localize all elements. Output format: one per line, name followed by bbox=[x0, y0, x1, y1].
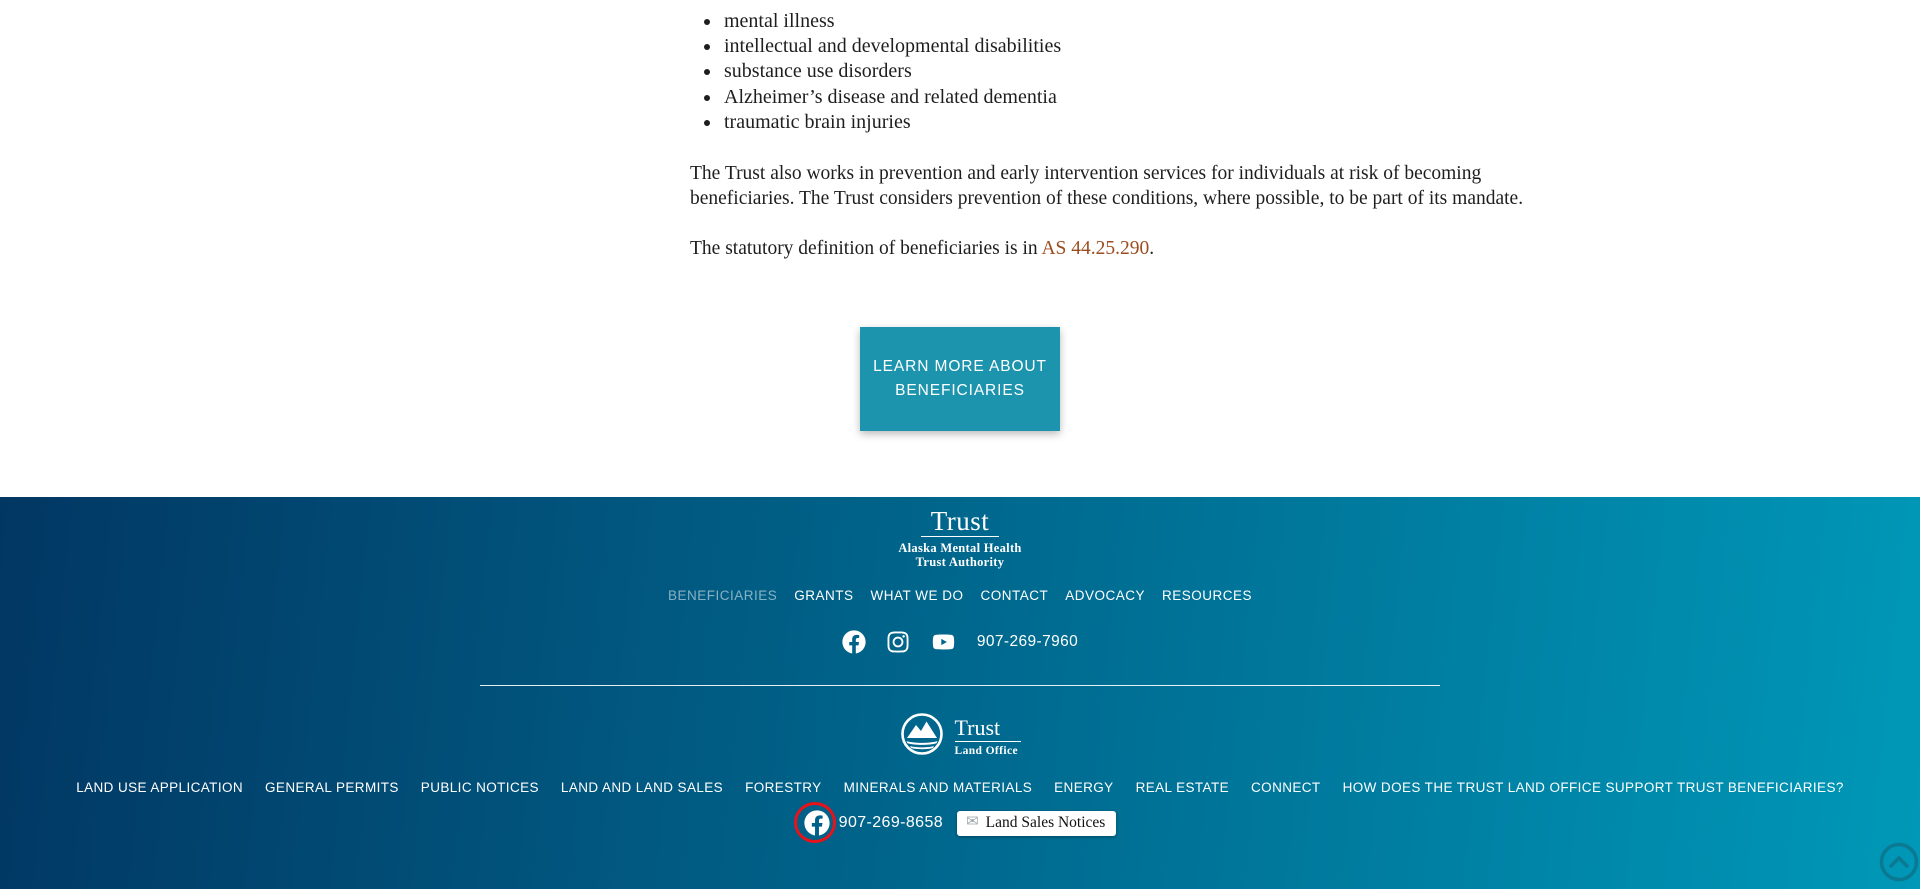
nav-contact[interactable]: CONTACT bbox=[980, 588, 1049, 603]
list-item: • substance use disorders bbox=[722, 59, 1560, 84]
nav-general-permits[interactable]: GENERAL PERMITS bbox=[265, 780, 399, 795]
list-item: • intellectual and developmental disabilities bbox=[722, 34, 1560, 59]
trust-logo-wordmark: Trust bbox=[930, 506, 990, 536]
land-office-wordmark: Trust bbox=[954, 715, 1001, 740]
youtube-icon[interactable] bbox=[930, 632, 957, 652]
trust-authority-logo[interactable] bbox=[898, 507, 1021, 569]
nav-how-land-office-supports[interactable]: HOW DOES THE TRUST LAND OFFICE SUPPORT TRUST BENEFICIARIES? bbox=[1342, 780, 1844, 795]
envelope-icon: ✉ bbox=[966, 814, 979, 830]
nav-land-use-application[interactable]: LAND USE APPLICATION bbox=[76, 780, 244, 795]
land-sales-notices-label: Land Sales Notices bbox=[985, 813, 1106, 831]
trust-logo-tagline: Alaska Mental Health bbox=[898, 541, 1022, 555]
nav-public-notices[interactable]: PUBLIC NOTICES bbox=[420, 780, 539, 795]
trust-phone-number: 907-269-7960 bbox=[976, 633, 1079, 650]
chevron-up-icon bbox=[1879, 842, 1919, 882]
statute-text: The statutory definition of beneficiaries is in bbox=[690, 238, 1042, 260]
list-item: • traumatic brain injuries bbox=[722, 110, 1560, 135]
social-links-row bbox=[842, 630, 1078, 654]
nav-connect[interactable]: CONNECT bbox=[1251, 780, 1321, 795]
footer-land-office-nav bbox=[76, 780, 1844, 795]
logo-divider-line bbox=[921, 536, 999, 537]
learn-more-beneficiaries-button[interactable] bbox=[860, 327, 1060, 431]
statute-link[interactable]: AS 44.25.290 bbox=[1041, 238, 1150, 260]
land-office-subtitle: Land Office bbox=[954, 745, 1018, 757]
prevention-paragraph: The Trust also works in prevention and early intervention services for individuals at risk of becoming beneficiaries. The Trust considers prevention of these conditions, where possible, to be part of its mandate. bbox=[690, 163, 1524, 210]
footer-divider bbox=[480, 685, 1440, 686]
nav-energy[interactable]: ENERGY bbox=[1054, 780, 1114, 795]
main-content bbox=[0, 0, 1920, 431]
nav-grants[interactable]: GRANTS bbox=[794, 588, 854, 603]
nav-real-estate[interactable]: REAL ESTATE bbox=[1135, 780, 1230, 795]
nav-forestry[interactable]: FORESTRY bbox=[745, 780, 822, 795]
trust-logo-tagline: Trust Authority bbox=[915, 555, 1005, 569]
land-office-phone-number: 907-269-8658 bbox=[838, 814, 944, 831]
list-item: • Alzheimer’s disease and related dementia bbox=[722, 85, 1560, 110]
learn-more-label: LEARN MORE ABOUT BENEFICIARIES bbox=[873, 358, 1047, 400]
site-footer bbox=[0, 497, 1920, 889]
land-office-contact-row bbox=[804, 810, 1117, 836]
footer-primary-nav bbox=[668, 586, 1252, 605]
list-item: • mental illness bbox=[722, 9, 1560, 34]
instagram-icon[interactable] bbox=[886, 630, 910, 654]
mountain-emblem-icon bbox=[900, 712, 944, 761]
logo-divider-line bbox=[955, 741, 1021, 742]
statute-paragraph bbox=[690, 236, 1560, 261]
trust-land-office-logo[interactable] bbox=[900, 712, 1021, 761]
nav-resources[interactable]: RESOURCES bbox=[1162, 588, 1253, 603]
nav-minerals-and-materials[interactable]: MINERALS AND MATERIALS bbox=[843, 780, 1033, 795]
statute-period: . bbox=[1149, 238, 1155, 260]
land-sales-notices-button[interactable] bbox=[957, 811, 1116, 836]
land-office-facebook-icon[interactable] bbox=[804, 810, 830, 836]
beneficiary-categories-list bbox=[690, 9, 1560, 135]
scroll-to-top-button[interactable] bbox=[1879, 842, 1919, 882]
nav-land-and-land-sales[interactable]: LAND AND LAND SALES bbox=[560, 780, 724, 795]
nav-advocacy[interactable]: ADVOCACY bbox=[1065, 588, 1146, 603]
facebook-icon[interactable] bbox=[842, 630, 866, 654]
nav-what-we-do[interactable]: WHAT WE DO bbox=[870, 588, 964, 603]
nav-beneficiaries[interactable]: BENEFICIARIES bbox=[667, 588, 778, 603]
